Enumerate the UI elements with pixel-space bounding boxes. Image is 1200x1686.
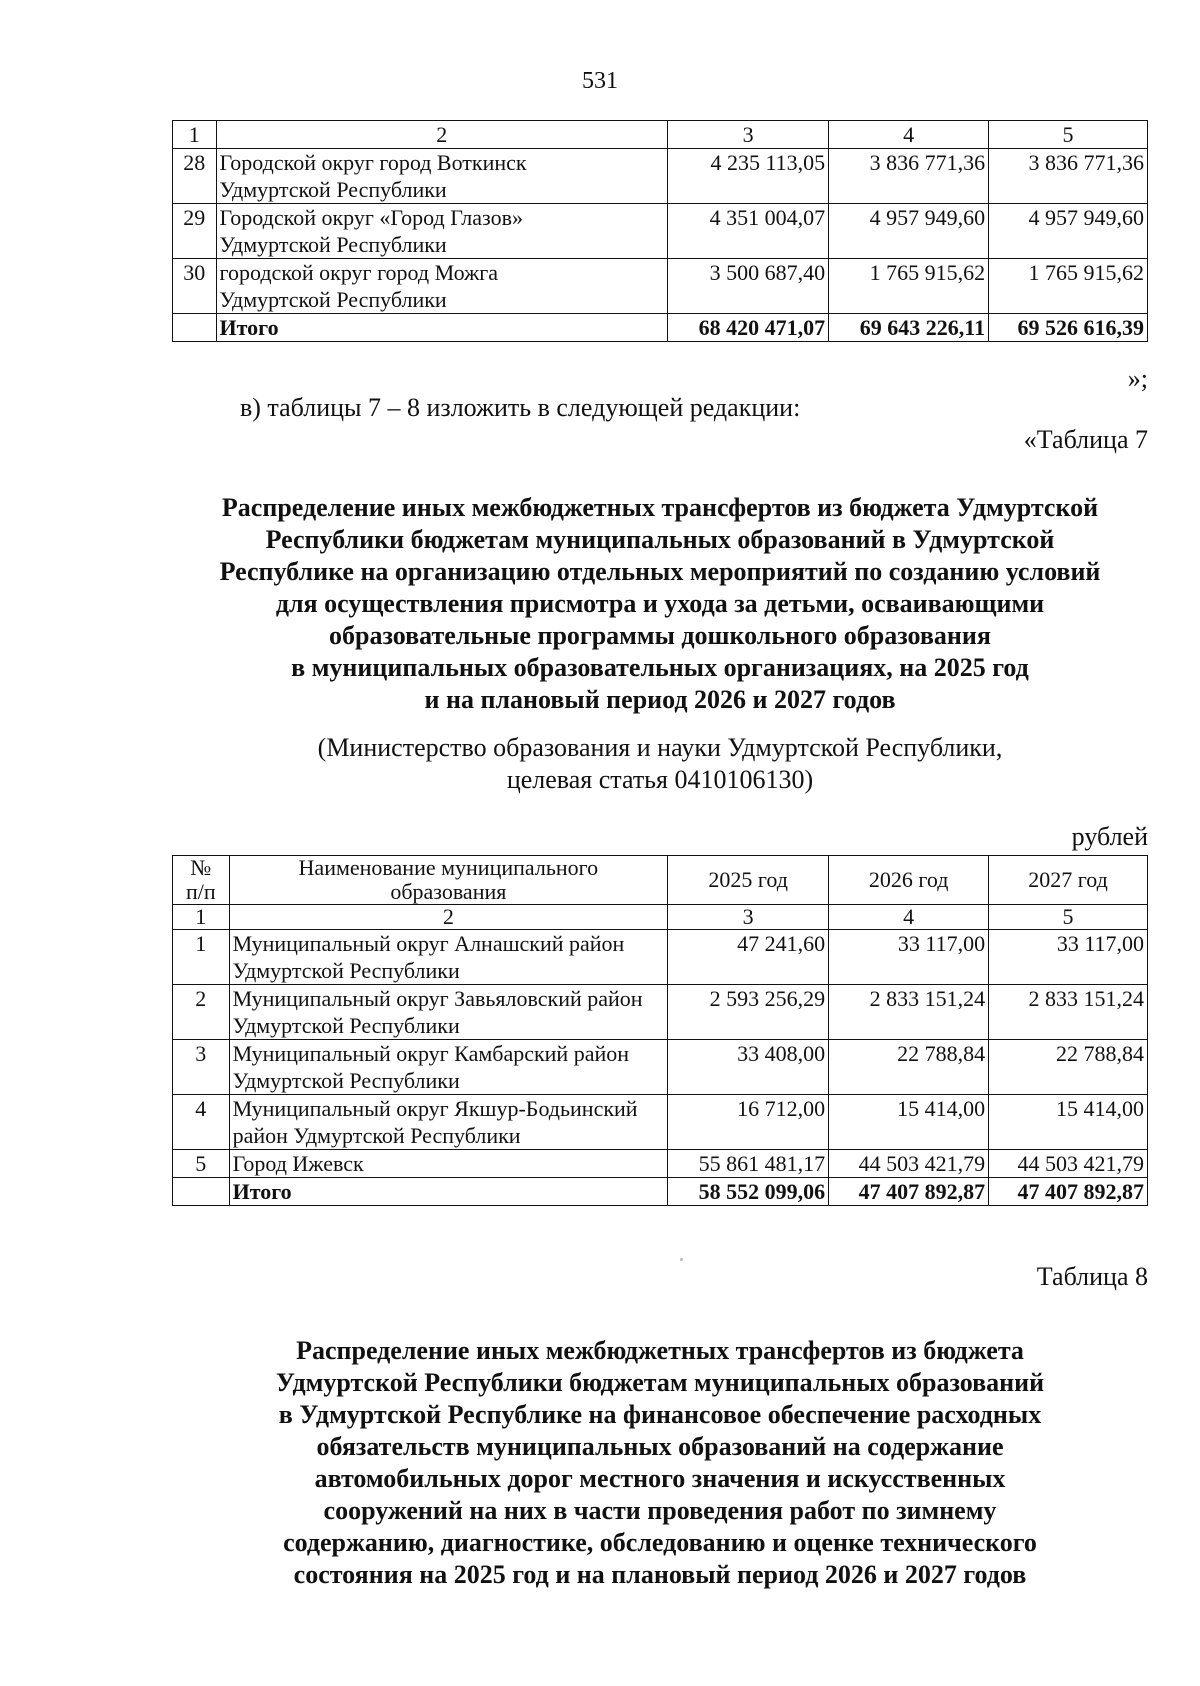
col-number: 3 [668,121,829,149]
header-name: Наименование муниципального образования [229,856,668,905]
value-2026: 22 788,84 [829,1040,989,1095]
row-number: 4 [173,1095,230,1150]
value-2026: 1 765 915,62 [829,259,989,314]
table-previous-continuation [172,120,1148,342]
value-2027: 33 117,00 [989,930,1148,985]
value-2026: 3 836 771,36 [829,149,989,204]
col-number: 1 [173,121,217,149]
table7-label: «Таблица 7 [1023,425,1148,454]
header-2026: 2026 год [829,856,989,905]
municipality-name: Муниципальный округ Камбарский район Удмуртской Республики [229,1040,668,1095]
value-2025: 2 593 256,29 [668,985,829,1040]
page-number: 531 [582,68,618,94]
row-number: 2 [173,985,230,1040]
header-2027: 2027 год [989,856,1148,905]
value-2025: 55 861 481,17 [668,1150,829,1178]
municipality-name: Городской округ город Воткинск Удмуртской Республики [216,149,668,204]
col-number: 2 [216,121,668,149]
value-2027: 2 833 151,24 [989,985,1148,1040]
table-header-row [173,856,1148,905]
value-2026: 15 414,00 [829,1095,989,1150]
table-row [173,259,1148,314]
value-2027: 44 503 421,79 [989,1150,1148,1178]
total-label: Итого [229,1178,668,1206]
value-2027: 1 765 915,62 [989,259,1148,314]
quote-close: »; [1127,364,1148,393]
total-2026: 69 643 226,11 [829,314,989,342]
header-2025: 2025 год [668,856,829,905]
municipality-name: городской округ город Можга Удмуртской Республики [216,259,668,314]
col-number: 1 [173,905,230,930]
table8-label: Таблица 8 [1036,1262,1148,1291]
col-number: 5 [989,905,1148,930]
total-2025: 68 420 471,07 [668,314,829,342]
municipality-name: Город Ижевск [229,1150,668,1178]
value-2025: 4 235 113,05 [668,149,829,204]
row-number: 5 [173,1150,230,1178]
total-2027: 47 407 892,87 [989,1178,1148,1206]
table7 [172,855,1148,1206]
value-2027: 4 957 949,60 [989,204,1148,259]
municipality-name: Муниципальный округ Завьяловский район Удмуртской Республики [229,985,668,1040]
value-2026: 33 117,00 [829,930,989,985]
amendment-paragraph: в) таблицы 7 – 8 изложить в следующей редакции: [240,393,801,422]
table-row [173,1095,1148,1150]
col-number: 2 [229,905,668,930]
table-row [173,1150,1148,1178]
table-row [173,204,1148,259]
row-number: 29 [173,204,217,259]
value-2025: 47 241,60 [668,930,829,985]
row-number [173,314,217,342]
municipality-name: Муниципальный округ Якшур-Бодьинский район Удмуртской Республики [229,1095,668,1150]
table7-subtitle: (Министерство образования и науки Удмуртской Республики, целевая статья 0410106130) [317,733,1003,794]
table-row [173,985,1148,1040]
col-number: 5 [989,121,1148,149]
value-2025: 16 712,00 [668,1095,829,1150]
total-label: Итого [216,314,668,342]
table-column-numbers [173,905,1148,930]
row-number: 3 [173,1040,230,1095]
total-2026: 47 407 892,87 [829,1178,989,1206]
value-2025: 4 351 004,07 [668,204,829,259]
table-row [173,1040,1148,1095]
header-number: № п/п [173,856,230,905]
col-number: 3 [668,905,829,930]
unit-label: рублей [1071,822,1148,851]
value-2026: 44 503 421,79 [829,1150,989,1178]
value-2026: 4 957 949,60 [829,204,989,259]
row-number: 28 [173,149,217,204]
value-2027: 15 414,00 [989,1095,1148,1150]
table-row [173,149,1148,204]
col-number: 4 [829,121,989,149]
value-2025: 33 408,00 [668,1040,829,1095]
table8-title: Распределение иных межбюджетных трансфертов из бюджета Удмуртской Республики бюджетам муниципальных образований в Удмуртской Республике на финансовое обеспечение расходных обязательств муниципальных образований на содержание автомобильных дорог местного значения и искусственных сооружений на них в части проведения работ по зимнему содержанию, диагностике, обследованию и оценке технического состояния на 2025 год и на плановый период 2026 и 2027 годов [275,1336,1045,1589]
municipality-name: Муниципальный округ Алнашский район Удмуртской Республики [229,930,668,985]
scan-artifact [680,1258,683,1261]
table7-title: Распределение иных межбюджетных трансфертов из бюджета Удмуртской Республики бюджетам муниципальных образований в Удмуртской Республике на организацию отдельных мероприятий по созданию условий для осуществления присмотра и ухода за детьми, осваивающими образовательные программы дошкольного образования в муниципальных образовательных организациях, на 2025 год и на плановый период 2026 и 2027 годов [219,493,1101,714]
table-row [173,930,1148,985]
table-total-row [173,314,1148,342]
value-2025: 3 500 687,40 [668,259,829,314]
value-2027: 22 788,84 [989,1040,1148,1095]
municipality-name: Городской округ «Город Глазов» Удмуртской Республики [216,204,668,259]
col-number: 4 [829,905,989,930]
table-total-row [173,1178,1148,1206]
row-number [173,1178,230,1206]
value-2026: 2 833 151,24 [829,985,989,1040]
row-number: 30 [173,259,217,314]
row-number: 1 [173,930,230,985]
total-2027: 69 526 616,39 [989,314,1148,342]
table-column-numbers [173,121,1148,149]
total-2025: 58 552 099,06 [668,1178,829,1206]
value-2027: 3 836 771,36 [989,149,1148,204]
